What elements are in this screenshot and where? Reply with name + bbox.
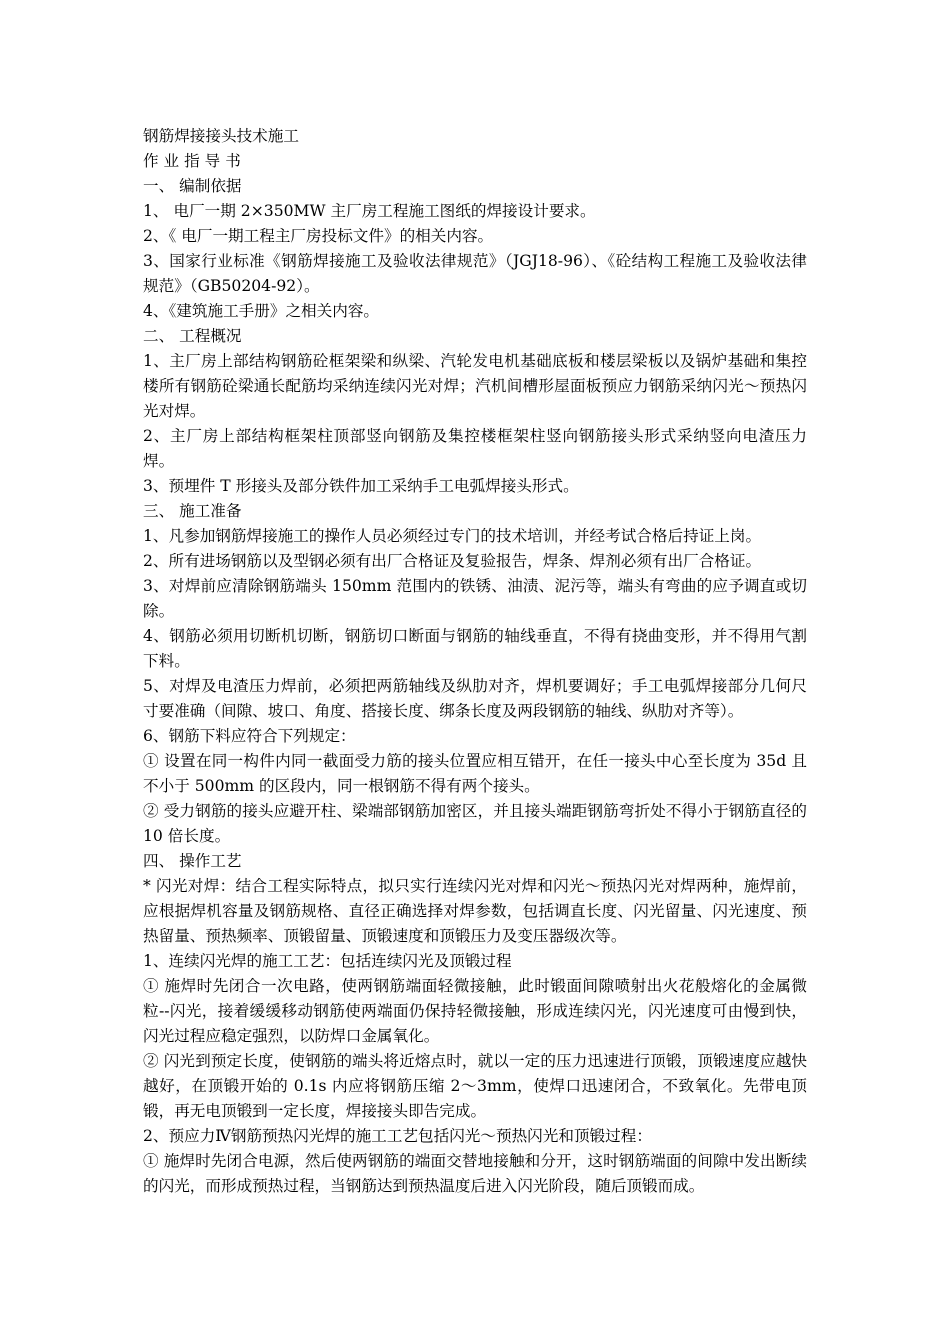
paragraph: 6、钢筋下料应符合下列规定： [143, 727, 356, 745]
paragraph: ② 闪光到预定长度，使钢筋的端头将近熔点时，就以一定的压力迅速进行顶锻，顶锻速度应越快越好，在顶锻开始的 0.1s 内应将钢筋压缩 2～3mm，使焊口迅速闭合，不致氧化。先带电顶锻，再无电顶锻到一定长度，焊接接头即告完成。 [143, 1052, 807, 1120]
paragraph: * 闪光对焊：结合工程实际特点，拟只实行连续闪光对焊和闪光～预热闪光对焊两种，施焊前，应根据焊机容量及钢筋规格、直径正确选择对焊参数，包括调直长度、闪光留量、闪光速度、预热留量、预热频率、顶锻留量、顶锻速度和顶锻压力及变压器级次等。 [143, 877, 807, 945]
paragraph: 1、 电厂一期 2×350MW 主厂房工程施工图纸的焊接设计要求。 [143, 202, 596, 220]
paragraph: 5、对焊及电渣压力焊前，必须把两筋轴线及纵肋对齐，焊机要调好；手工电弧焊接部分几何尺寸要准确（间隙、坡口、角度、搭接长度、绑条长度及两段钢筋的轴线、纵肋对齐等）。 [143, 677, 807, 720]
document-subtitle: 作 业 指 导 书 [143, 152, 241, 170]
paragraph: 3、国家行业标准《钢筋焊接施工及验收法律规范》（JGJ18-96）、《砼结构工程施工及验收法律规范》（GB50204-92）。 [143, 252, 807, 295]
document-title: 钢筋焊接接头技术施工 [143, 127, 299, 145]
paragraph: 4、钢筋必须用切断机切断，钢筋切口断面与钢筋的轴线垂直，不得有挠曲变形，并不得用气割下料。 [143, 627, 807, 670]
section-heading-3: 三、 施工准备 [143, 502, 242, 520]
paragraph: 4、《建筑施工手册》之相关内容。 [143, 302, 380, 320]
paragraph: ① 设置在同一构件内同一截面受力筋的接头位置应相互错开，在任一接头中心至长度为 35d 且不小于 500mm 的区段内，同一根钢筋不得有两个接头。 [143, 752, 807, 795]
paragraph: 3、预埋件 T 形接头及部分铁件加工采纳手工电弧焊接头形式。 [143, 477, 579, 495]
section-heading-4: 四、 操作工艺 [143, 852, 242, 870]
paragraph: 2、预应力Ⅳ钢筋预热闪光焊的施工工艺包括闪光～预热闪光和顶锻过程： [143, 1127, 652, 1145]
paragraph: 1、连续闪光焊的施工工艺：包括连续闪光及顶锻过程 [143, 952, 512, 970]
paragraph: 2、《 电厂一期工程主厂房投标文件》的相关内容。 [143, 227, 494, 245]
paragraph: ① 施焊时先闭合一次电路，使两钢筋端面轻微接触，此时锻面间隙喷射出火花般熔化的金属微粒--闪光，接着缓缓移动钢筋使两端面仍保持轻微接触，形成连续闪光，闪光速度可由慢到快，闪光过程应稳定强烈，以防焊口金属氧化。 [143, 977, 807, 1045]
paragraph: 3、对焊前应清除钢筋端头 150mm 范围内的铁锈、油渍、泥污等，端头有弯曲的应予调直或切除。 [143, 577, 807, 620]
section-heading-1: 一、 编制依据 [143, 177, 242, 195]
section-heading-2: 二、 工程概况 [143, 327, 242, 345]
document-body [143, 124, 807, 1199]
paragraph: ② 受力钢筋的接头应避开柱、梁端部钢筋加密区，并且接头端距钢筋弯折处不得小于钢筋直径的 10 倍长度。 [143, 802, 807, 845]
paragraph: 2、所有进场钢筋以及型钢必须有出厂合格证及复验报告，焊条、焊剂必须有出厂合格证。 [143, 552, 762, 570]
paragraph: 1、凡参加钢筋焊接施工的操作人员必须经过专门的技术培训，并经考试合格后持证上岗。 [143, 527, 762, 545]
paragraph: 2、主厂房上部结构框架柱顶部竖向钢筋及集控楼框架柱竖向钢筋接头形式采纳竖向电渣压力焊。 [143, 427, 807, 470]
paragraph: 1、主厂房上部结构钢筋砼框架梁和纵梁、汽轮发电机基础底板和楼层梁板以及锅炉基础和集控楼所有钢筋砼梁通长配筋均采纳连续闪光对焊；汽机间槽形屋面板预应力钢筋采纳闪光～预热闪光对焊。 [143, 352, 807, 420]
paragraph: ① 施焊时先闭合电源，然后使两钢筋的端面交替地接触和分开，这时钢筋端面的间隙中发出断续的闪光，而形成预热过程，当钢筋达到预热温度后进入闪光阶段，随后顶锻而成。 [143, 1152, 807, 1195]
